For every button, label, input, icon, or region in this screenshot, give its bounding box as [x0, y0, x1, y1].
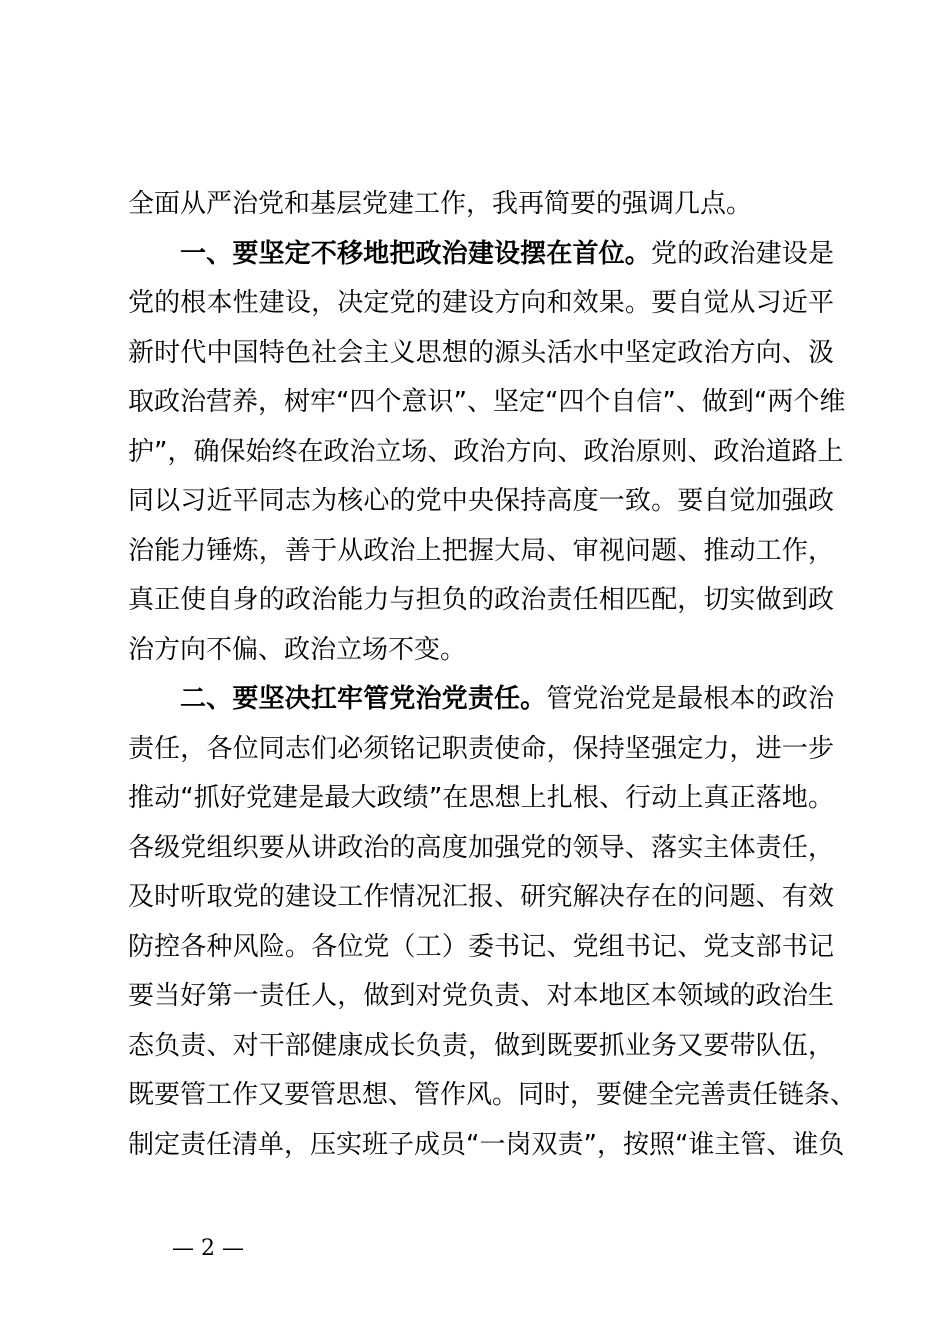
text-line-14: 各级党组织要从讲政治的高度加强党的领导、落实主体责任， — [128, 832, 834, 863]
section-heading-1-continuation: 党的政治建设是 — [650, 238, 834, 269]
section-heading-2-continuation: 管党治党是最根本的政治 — [546, 684, 834, 714]
text-line-9: 真正使自身的政治能力与担负的政治责任相匹配，切实做到政 — [128, 585, 834, 615]
text-line-15: 及时听取党的建设工作情况汇报、研究解决存在的问题、有效 — [128, 882, 834, 912]
section-heading-2: 二、要坚决扛牢管党治党责任。 — [180, 684, 547, 714]
text-line-13: 推动“抓好党建是最大政绩”在思想上扎根、行动上真正落地。 — [128, 783, 834, 813]
text-line-1: 全面从严治党和基层党建工作，我再简要的强调几点。 — [128, 189, 753, 219]
text-line-16: 防控各种风险。各位党（工）委书记、党组书记、党支部书记 — [128, 931, 834, 962]
text-line-19: 既要管工作又要管思想、管作风。同时，要健全完善责任链条、 — [128, 1080, 857, 1110]
text-line-4: 新时代中国特色社会主义思想的源头活水中坚定政治方向、汲 — [128, 337, 834, 368]
text-line-6: 护”，确保始终在政治立场、政治方向、政治原则、政治道路上 — [128, 436, 844, 467]
page-number: — 2 — — [172, 1236, 244, 1261]
text-line-10: 治方向不偏、政治立场不变。 — [128, 634, 467, 665]
section-heading-line-1 — [128, 230, 834, 280]
section-heading-line-2 — [128, 675, 834, 725]
text-line-8: 治能力锤炼，善于从政治上把握大局、审视问题、推动工作， — [128, 535, 834, 566]
text-line-7: 同以习近平同志为核心的党中央保持高度一致。要自觉加强政 — [128, 486, 834, 516]
document-body — [128, 180, 857, 1170]
section-heading-1: 一、要坚定不移地把政治建设摆在首位。 — [180, 238, 651, 269]
text-line-20: 制定责任清单，压实班子成员“一岗双责”，按照“谁主管、谁负 — [128, 1129, 845, 1160]
text-line-12: 责任，各位同志们必须铭记职责使命，保持坚强定力，进一步 — [128, 733, 834, 764]
text-line-18: 态负责、对干部健康成长负责，做到既要抓业务又要带队伍， — [128, 1030, 834, 1061]
text-line-17: 要当好第一责任人，做到对党负责、对本地区本领域的政治生 — [128, 981, 834, 1011]
text-line-5: 取政治营养，树牢“四个意识”、坚定“四个自信”、做到“两个维 — [128, 387, 846, 417]
text-line-3: 党的根本性建设，决定党的建设方向和效果。要自觉从习近平 — [128, 288, 834, 318]
